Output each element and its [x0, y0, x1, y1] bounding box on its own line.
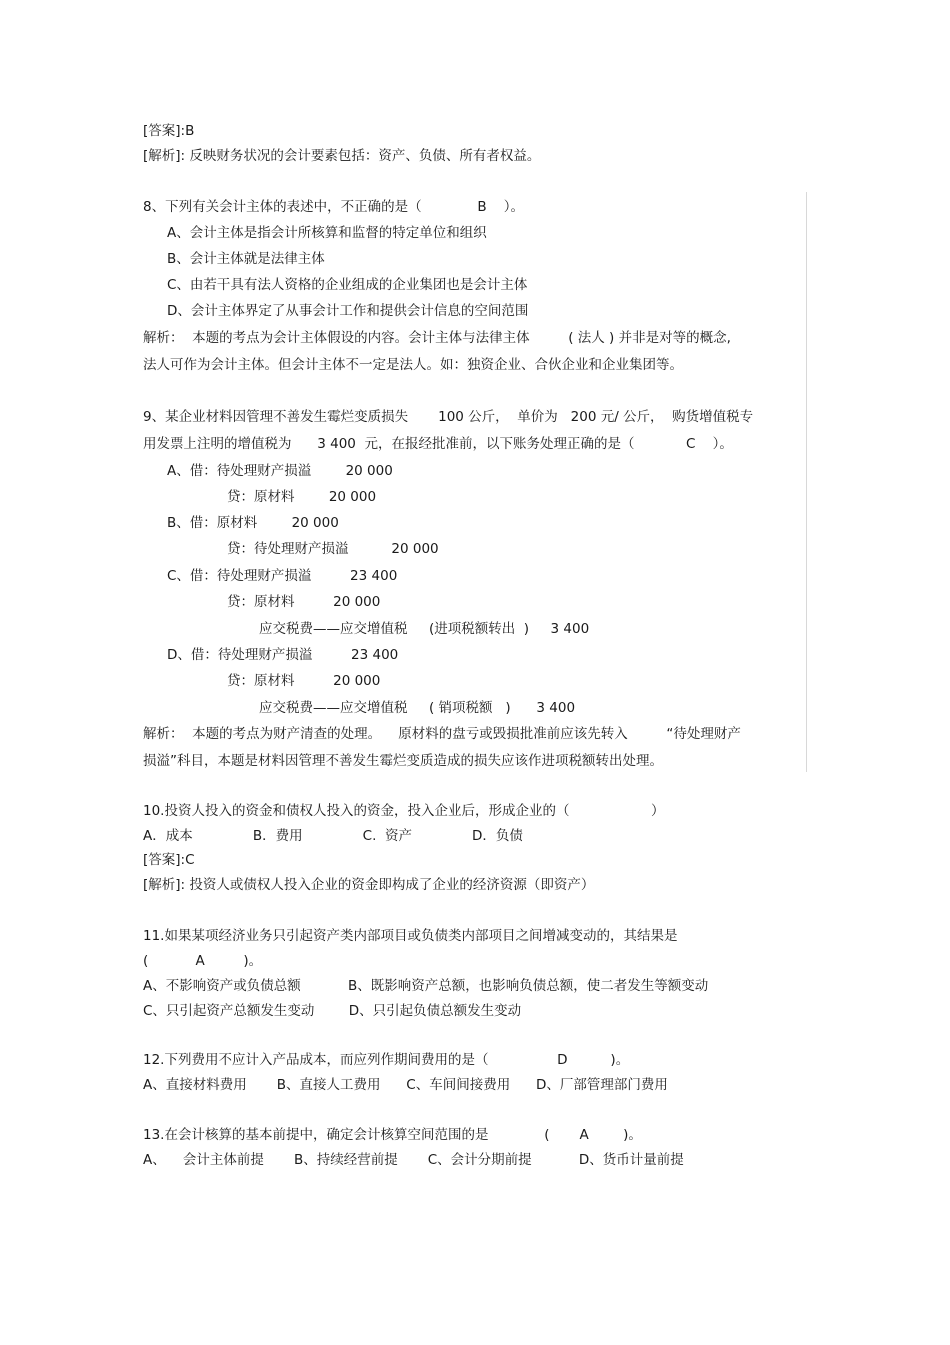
- question-10: 10.投资人投入的资金和债权人投入的资金，投入企业后，形成企业的（ ）: [143, 803, 665, 819]
- question-9-option-c-tax: 应交税费——应交增值税 (进项税额转出 ) 3 400: [259, 621, 590, 637]
- explanation-9-line-2: 损溢”科目，本题是材料因管理不善发生霉烂变质造成的损失应该作进项税额转出处理。: [143, 753, 663, 769]
- question-10-options: A．成本 B．费用 C. 资产 D．负债: [143, 828, 523, 844]
- question-8-option-c: C、由若干具有法人资格的企业组成的企业集团也是会计主体: [167, 277, 528, 293]
- question-9-option-d-tax: 应交税费——应交增值税 ( 销项税额 ) 3 400: [259, 700, 576, 716]
- question-9-option-b-credit: 贷：待处理财产损溢 20 000: [227, 541, 439, 557]
- question-13: 13.在会计核算的基本前提中，确定会计核算空间范围的是 ( A )。: [143, 1127, 642, 1143]
- question-12: 12.下列费用不应计入产品成本，而应列作期间费用的是（ D )。: [143, 1052, 630, 1068]
- question-12-options: A、直接材料费用 B、直接人工费用 C、车间间接费用 D、厂部管理部门费用: [143, 1077, 668, 1093]
- question-8-option-d: D、会计主体界定了从事会计工作和提供会计信息的空间范围: [167, 303, 529, 319]
- question-13-options: A、 会计主体前提 B、持续经营前提 C、会计分期前提 D、货币计量前提: [143, 1152, 684, 1168]
- answer-10: [答案]:C: [143, 852, 195, 868]
- question-8-option-b: B、会计主体就是法律主体: [167, 251, 325, 267]
- question-9-option-c-credit: 贷：原材料 20 000: [227, 594, 381, 610]
- question-8: 8、下列有关会计主体的表述中，不正确的是（ B ）。: [143, 199, 525, 215]
- question-9-option-c-debit: C、借：待处理财产损溢 23 400: [167, 568, 398, 584]
- explanation-9-line-1: 解析： 本题的考点为财产清查的处理。 原材料的盘亏或毁损批准前应该先转入 “待处理财产: [143, 726, 741, 742]
- question-11-line-1: 11.如果某项经济业务只引起资产类内部项目或负债类内部项目之间增减变动的，其结果是: [143, 928, 678, 944]
- question-9-line-1: 9、某企业材料因管理不善发生霉烂变质损失 100 公斤， 单价为 200 元/ 公斤， 购货增值税专: [143, 409, 754, 425]
- question-9-option-b-debit: B、借：原材料 20 000: [167, 515, 339, 531]
- explanation-7: [解析]: 反映财务状况的会计要素包括：资产、负债、所有者权益。: [143, 148, 541, 164]
- question-9-option-a-debit: A、借：待处理财产损溢 20 000: [167, 463, 393, 479]
- explanation-8-line-1: 解析： 本题的考点为会计主体假设的内容。会计主体与法律主体 ( 法人 ) 并非是对等的概念,: [143, 330, 731, 346]
- question-11-options-ab: A、不影响资产或负债总额 B、既影响资产总额，也影响负债总额，使二者发生等额变动: [143, 978, 709, 994]
- question-11-line-2: ( A )。: [143, 953, 263, 969]
- question-9-line-2: 用发票上注明的增值税为 3 400 元，在报经批准前，以下账务处理正确的是（ C ）。: [143, 436, 733, 452]
- question-9-option-a-credit: 贷：原材料 20 000: [227, 489, 377, 505]
- explanation-10: [解析]: 投资人或债权人投入企业的资金即构成了企业的经济资源（即资产）: [143, 877, 595, 893]
- question-9-option-d-credit: 贷：原材料 20 000: [227, 673, 381, 689]
- explanation-8-line-2: 法人可作为会计主体。但会计主体不一定是法人。如：独资企业、合伙企业和企业集团等。: [143, 357, 683, 373]
- question-8-option-a: A、会计主体是指会计所核算和监督的特定单位和组织: [167, 225, 487, 241]
- section-box-rule: [806, 192, 807, 772]
- question-11-options-cd: C、只引起资产总额发生变动 D、只引起负债总额发生变动: [143, 1003, 522, 1019]
- question-9-option-d-debit: D、借：待处理财产损溢 23 400: [167, 647, 399, 663]
- answer-7: [答案]:B: [143, 123, 195, 139]
